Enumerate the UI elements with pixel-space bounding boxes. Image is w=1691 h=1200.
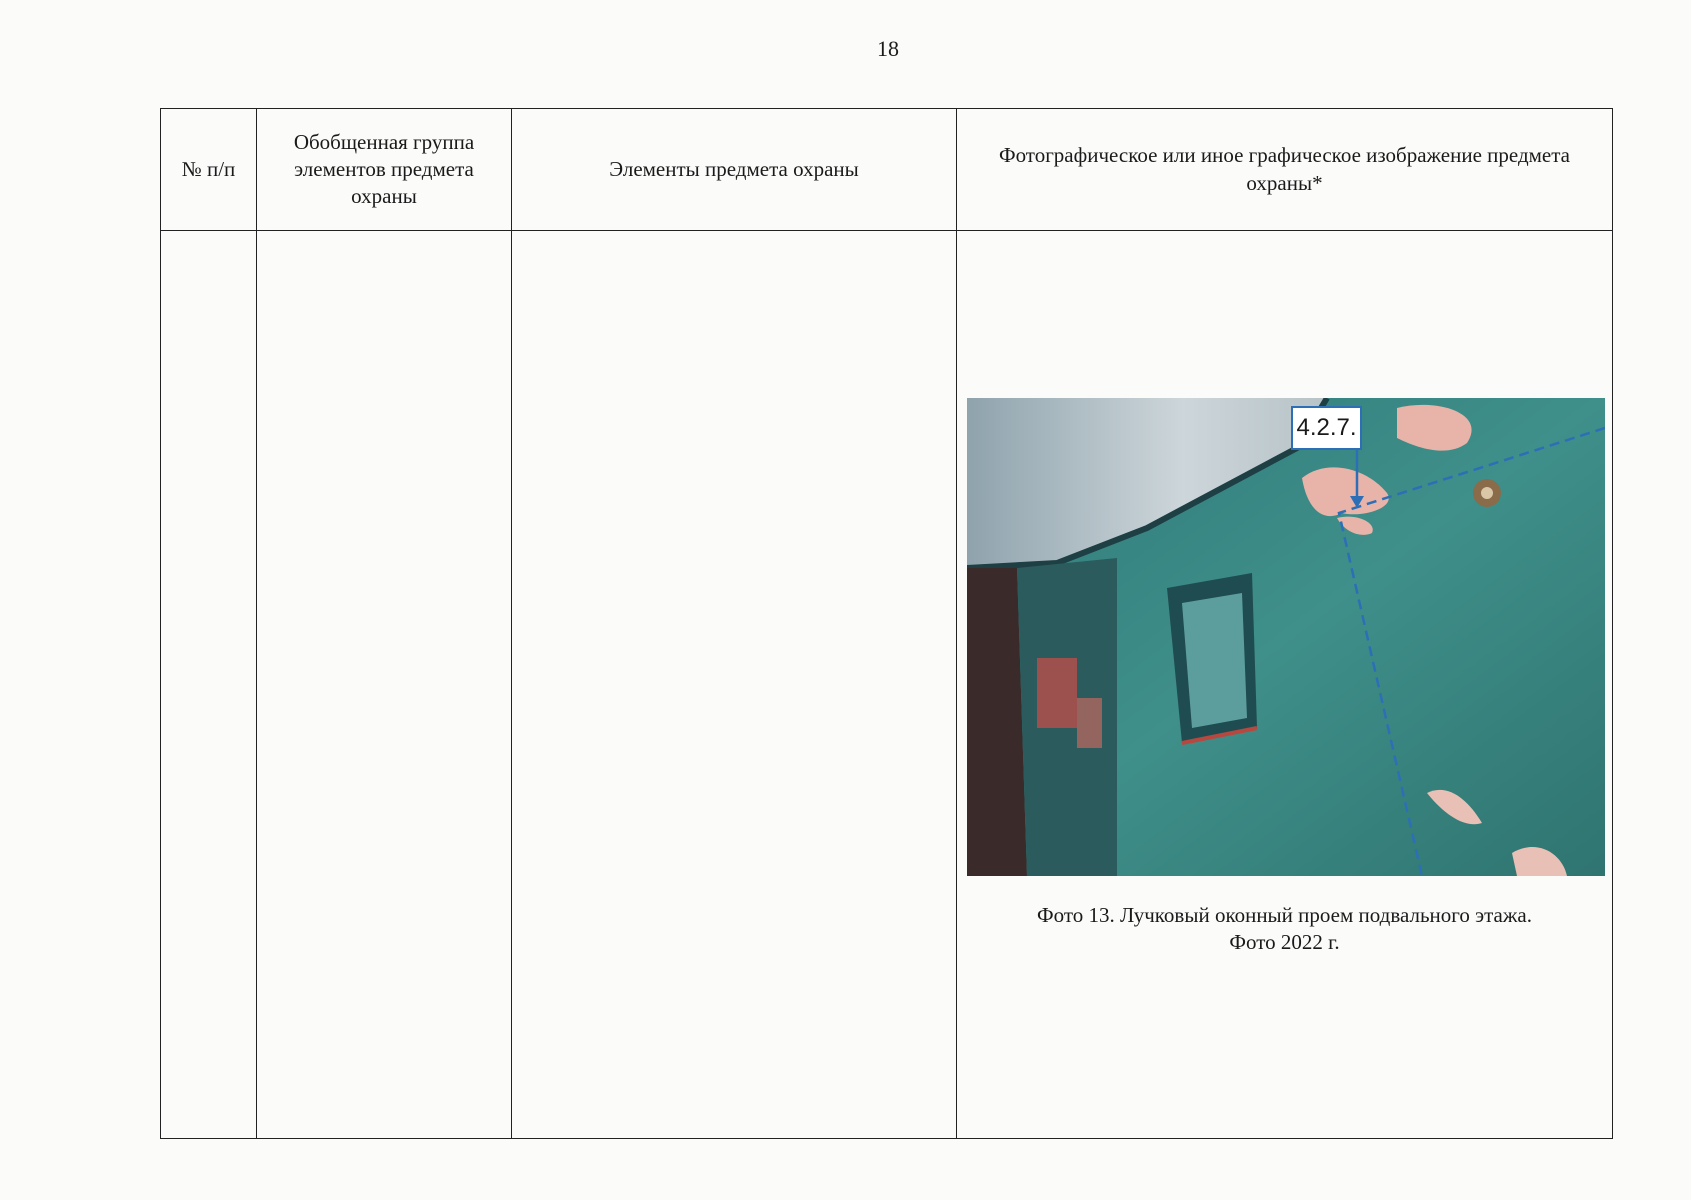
photo-basement-window [967,398,1605,876]
page-number: 18 [877,36,899,61]
table-row [161,231,1613,1139]
window-inner [1182,593,1247,728]
callout-label: 4.2.7. [1291,406,1362,450]
left-wall-shadow [967,568,1027,876]
header-number: № п/п [161,109,257,231]
table-header-row [161,109,1613,231]
cell-group [257,231,512,1139]
cell-number [161,231,257,1139]
photo-caption [957,902,1612,957]
red-paint-patch-2 [1077,698,1102,748]
caption-line-2: Фото 2022 г. [1229,930,1340,955]
cell-image [957,231,1613,1139]
header-elements: Элементы предмета охраны [512,109,957,231]
wall-fixture-center [1481,487,1493,499]
protection-subject-table [160,108,1613,1139]
red-paint-patch [1037,658,1077,728]
header-group: Обобщенная группа элементов предмета охраны [257,109,512,231]
caption-line-1: Фото 13. Лучковый оконный проем подвального этажа. [1037,903,1532,927]
cell-elements [512,231,957,1139]
photo-illustration [967,398,1605,876]
header-image: Фотографическое или иное графическое изображение предмета охраны* [957,109,1613,231]
